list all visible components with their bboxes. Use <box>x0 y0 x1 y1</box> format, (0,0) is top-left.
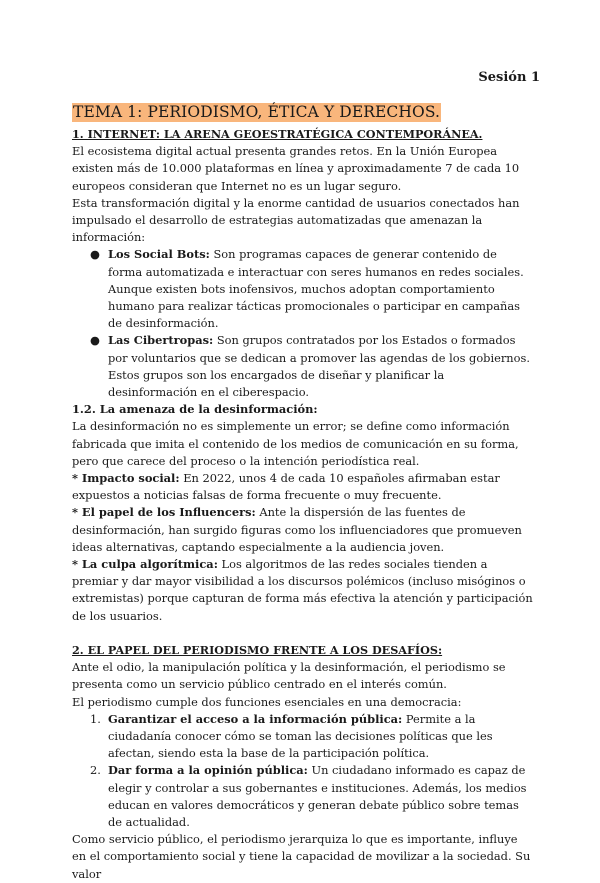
bullet-list <box>72 246 533 401</box>
section-heading-1: 1. INTERNET: LA ARENA GEOESTRATÉGICA CONTEMPORÁNEA. <box>72 127 483 141</box>
paragraph: El ecosistema digital actual presenta grandes retos. En la Unión Europea existen más de 10.000 plataformas en línea y aproximadamente 7 de cada 10 europeos consideran que Internet no es un lugar seguro. <box>72 144 520 193</box>
list-item <box>72 762 533 831</box>
list-item-text: En 2022, unos 4 de cada 10 españoles afirmaban estar expuestos a noticias falsas de forma frecuente o muy frecuente. <box>72 471 500 503</box>
paragraph: Ante el odio, la manipulación política y la desinformación, el periodismo se presenta como un servicio público centrado en el interés común. <box>72 660 506 692</box>
list-number: 2. <box>90 763 101 778</box>
list-item-term: Las Cibertropas: <box>108 333 214 348</box>
list-item-term: Los Social Bots: <box>108 247 210 262</box>
list-item <box>72 504 533 556</box>
document-body <box>72 103 533 883</box>
paragraph: El periodismo cumple dos funciones esenciales en una democracia: <box>72 694 462 709</box>
list-item <box>72 470 533 504</box>
section-heading-1-2: 1.2. La amenaza de la desinformación: <box>72 402 318 417</box>
bullet-icon: ● <box>90 247 100 262</box>
paragraph: Esta transformación digital y la enorme cantidad de usuarios conectados han impulsado el desarrollo de estrategias automatizadas que amenazan la información: <box>72 195 520 245</box>
list-item <box>72 711 533 763</box>
list-item-text: Son grupos contratados por los Estados o formados por voluntarios que se dedican a promover las agendas de los gobiernos. Estos grupos son los encargados de diseñar y planificar la desinformación en el ciberespacio. <box>108 333 530 400</box>
list-item-term: * La culpa algorítmica: <box>72 557 218 572</box>
paragraph: La desinformación no es simplemente un error; se define como información fabricada que imita el contenido de los medios de comunicación en su forma, pero que carece del proceso o la intención periodística real. <box>72 419 519 468</box>
list-number: 1. <box>90 711 101 726</box>
list-item <box>72 246 533 332</box>
list-item-text: Un ciudadano informado es capaz de elegir y controlar a sus gobernantes e instituciones. Además, los medios educan en valores democráticos y generan debate público sobre temas de actualidad. <box>108 763 527 829</box>
numbered-list <box>72 711 533 831</box>
section-heading-2: 2. EL PAPEL DEL PERIODISMO FRENTE A LOS DESAFÍOS: <box>72 642 443 657</box>
list-item-term: Dar forma a la opinión pública: <box>108 763 308 778</box>
list-item-text: Los algoritmos de las redes sociales tienden a premiar y dar mayor visibilidad a los discursos polémicos (incluso misóginos o extremistas) porque capturan de forma más efectiva la atención y participación de los usuarios. <box>72 557 533 623</box>
bullet-icon: ● <box>90 333 100 348</box>
paragraph: Como servicio público, el periodismo jerarquiza lo que es importante, influye en el comportamiento social y tiene la capacidad de movilizar a la sociedad. Su valor <box>72 832 531 881</box>
spacer <box>72 625 533 642</box>
session-label: Sesión 1 <box>478 70 540 85</box>
list-item-term: Garantizar el acceso a la información pública: <box>108 711 403 726</box>
list-item-term: * Impacto social: <box>72 471 180 486</box>
list-item <box>72 556 533 625</box>
list-item-text: Ante la dispersión de las fuentes de desinformación, han surgido figuras como los influenciadores que promueven ideas alternativas, captando especialmente a la audiencia joven. <box>72 505 522 554</box>
page-title: TEMA 1: PERIODISMO, ÉTICA Y DERECHOS. <box>73 103 441 121</box>
list-item-text: Son programas capaces de generar contenido de forma automatizada e interactuar con seres humanos en redes sociales. Aunque existen bots inofensivos, muchos adoptan comportamiento humano para realizar tácticas promocionales o participar en campañas de desinformación. <box>108 247 524 331</box>
list-item-term: * El papel de los Influencers: <box>72 505 256 520</box>
list-item <box>72 332 533 401</box>
list-item-text: Permite a la ciudadanía conocer cómo se toman las decisiones políticas que les afectan, siendo esta la base de la participación política. <box>108 711 493 761</box>
